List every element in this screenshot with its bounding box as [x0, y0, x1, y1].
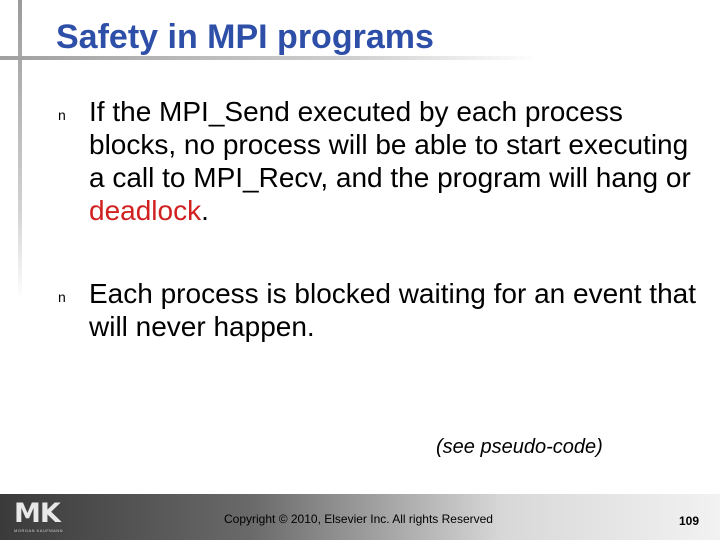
bullet-text-start: If the MPI_Send executed by each process blocks, no process will be able to start executing a call to MPI_Recv, and the program will hang or [89, 96, 691, 193]
pseudo-code-note: (see pseudo-code) [436, 436, 603, 458]
footer-bar [0, 494, 720, 540]
logo-subtext: MORGAN KAUFMANN [14, 528, 64, 533]
bullet-marker: n [58, 107, 66, 123]
bullet-text-end: . [201, 195, 209, 226]
bullet-item [58, 95, 708, 227]
highlighted-term: deadlock [89, 195, 202, 226]
bullet-item [58, 277, 708, 343]
page-number: 109 [679, 514, 700, 528]
bullet-text [89, 95, 708, 227]
bullet-text: Each process is blocked waiting for an event that will never happen. [89, 278, 697, 342]
publisher-logo [14, 498, 76, 536]
decorative-vertical-rule [18, 0, 22, 300]
slide-title: Safety in MPI programs [56, 18, 434, 56]
bullet-marker: n [58, 289, 66, 305]
copyright-text: Copyright © 2010, Elsevier Inc. All rights Reserved [224, 512, 493, 526]
logo-mark: MK [14, 498, 60, 529]
bullet-list [58, 95, 708, 343]
